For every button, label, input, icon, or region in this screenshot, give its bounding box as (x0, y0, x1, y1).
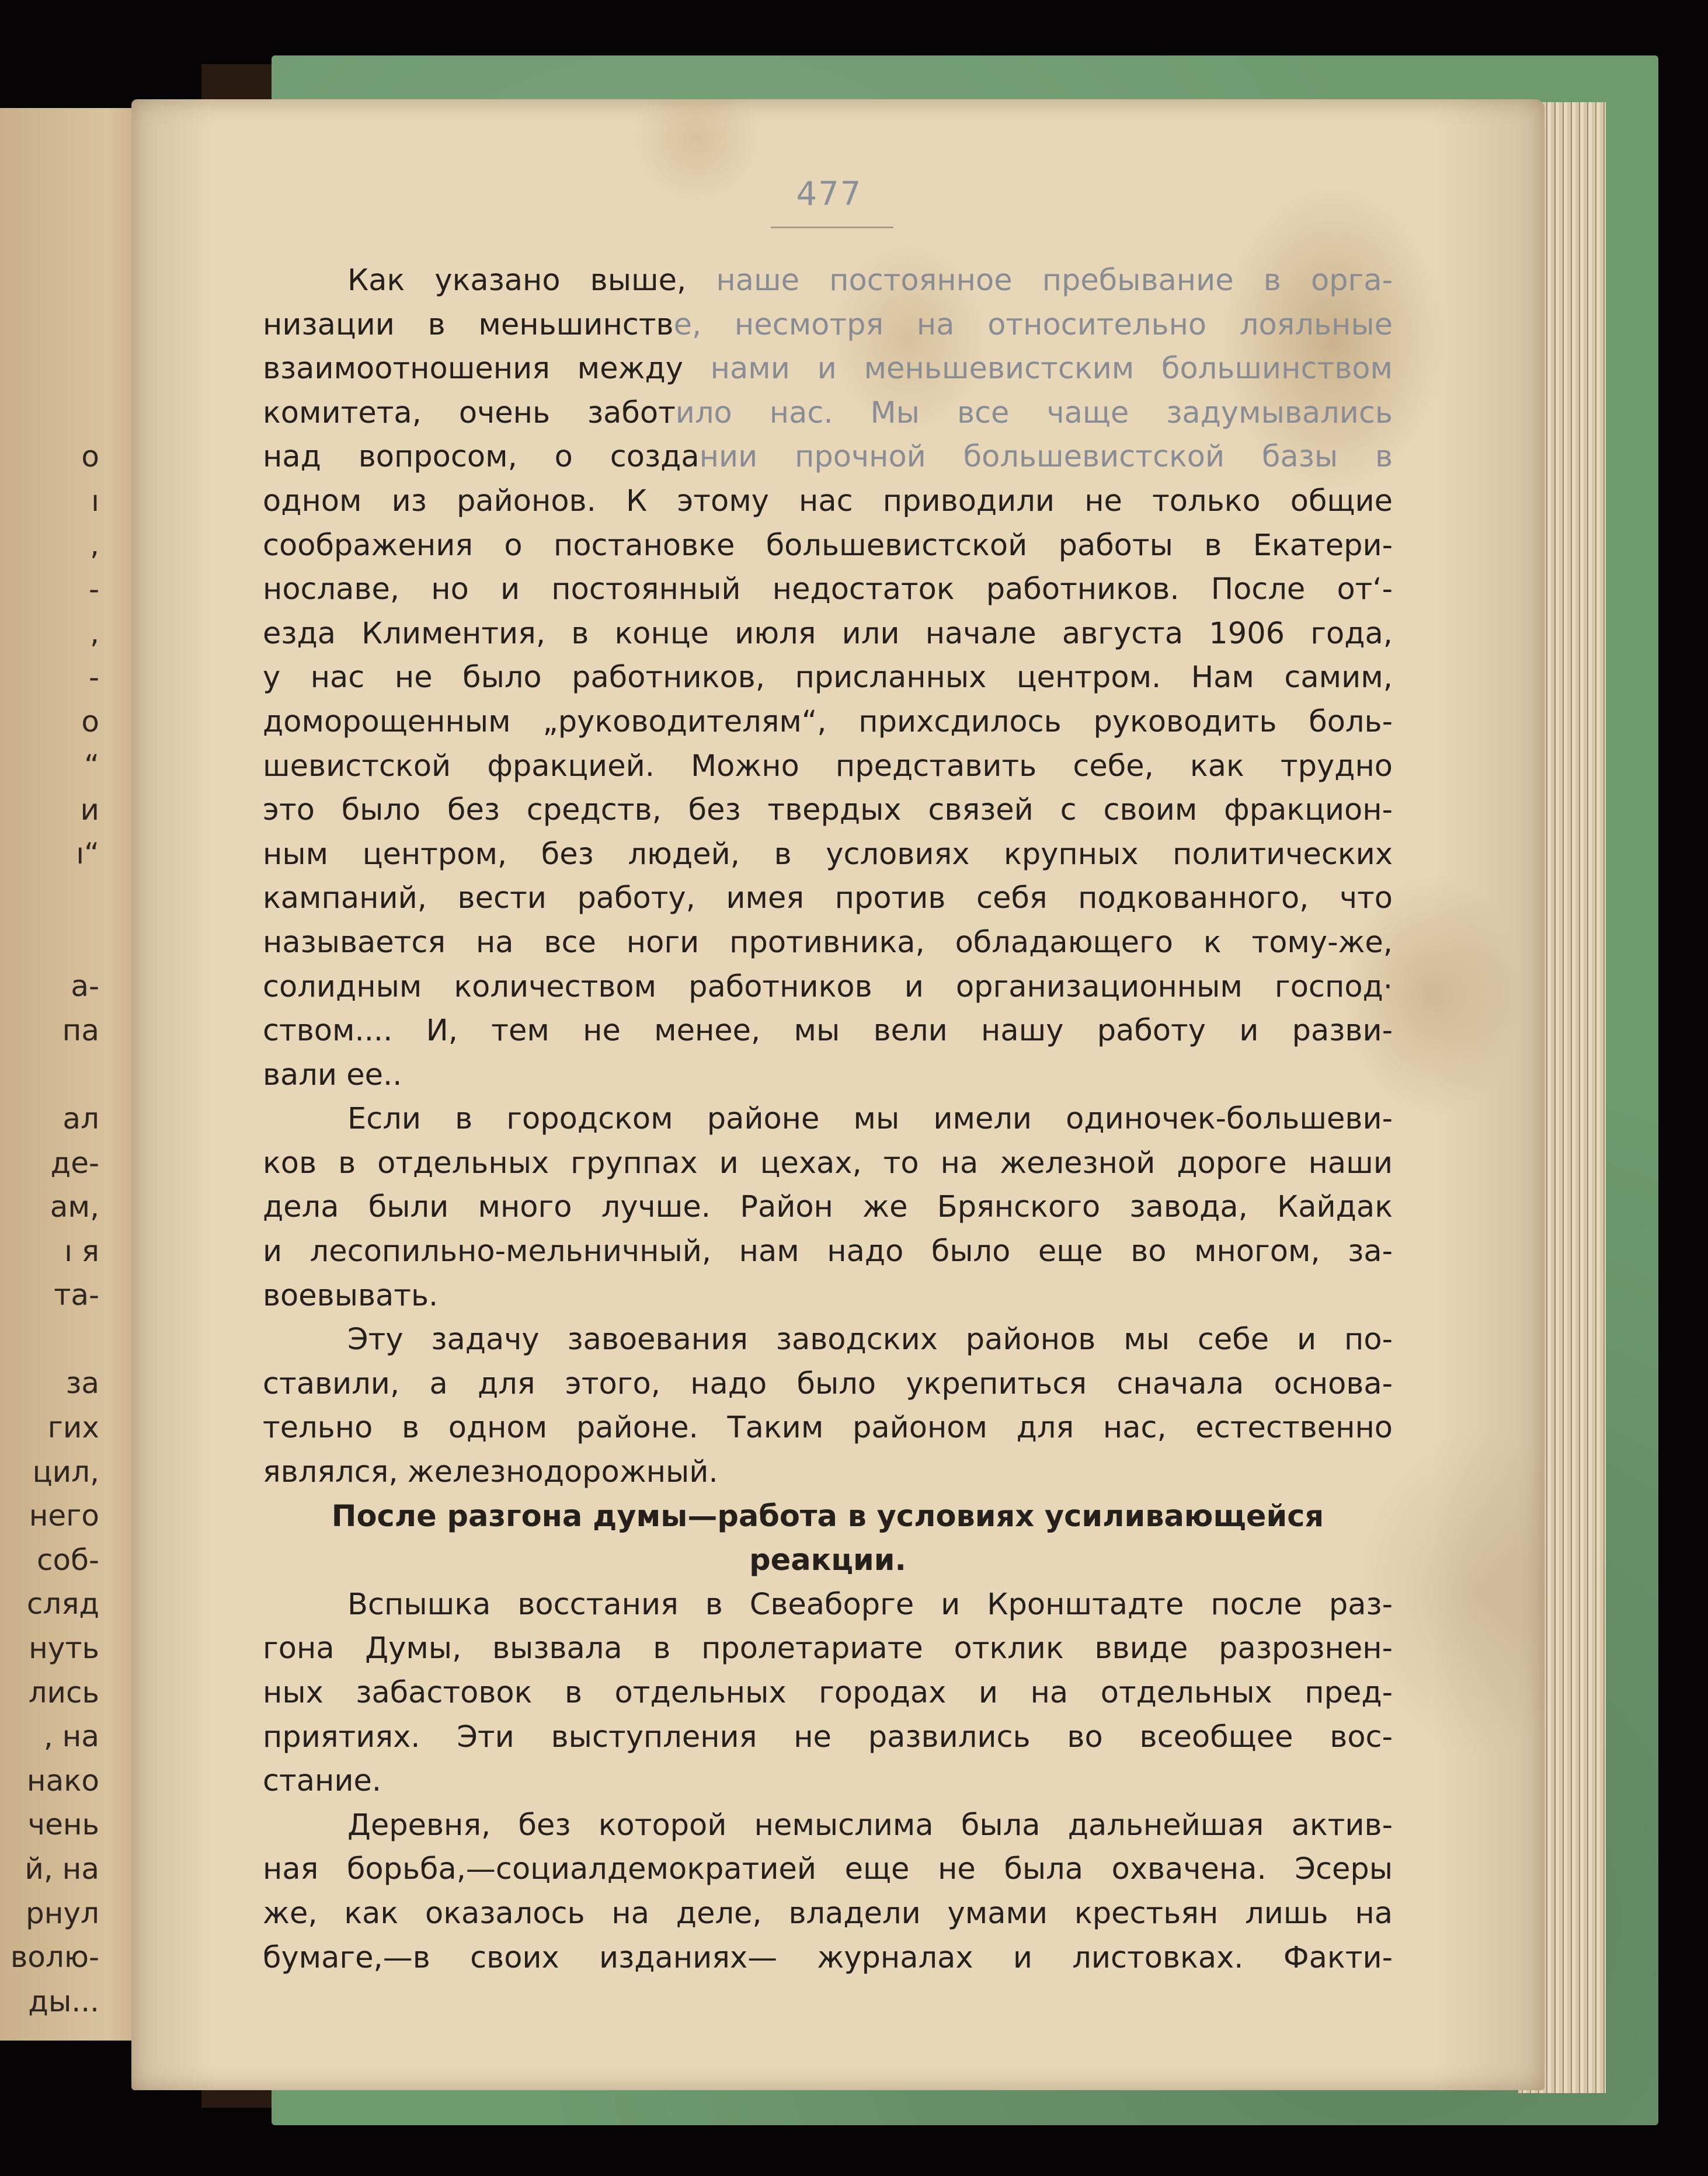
text-line: одном из районов. К этому нас приводили не только общие (263, 483, 1393, 518)
left-page-fragment: а- (71, 969, 99, 1004)
left-page-fragment: о (81, 440, 99, 474)
left-page-fragment: ал (62, 1101, 99, 1136)
left-page-fragment: , (90, 528, 99, 562)
left-page-fragment: де- (50, 1146, 99, 1180)
text-line: ная борьба,—социалдемократией еще не была охвачена. Эсеры (263, 1852, 1393, 1887)
left-page-fragment: гих (47, 1411, 99, 1445)
text-line: низации в меньшинстве, несмотря на относительно лояльные (263, 307, 1393, 342)
left-page-fragment: него (29, 1499, 99, 1533)
text-line: ным центром, без людей, в условиях крупных политических (263, 837, 1393, 872)
text-line: являлся, железнодорожный. (263, 1455, 718, 1490)
left-page-fragment: волю- (10, 1940, 99, 1975)
left-page-fragment: о (81, 704, 99, 739)
left-page-fragment: й, на (25, 1852, 99, 1886)
text-line: над вопросом, о создании прочной большевистской базы в (263, 440, 1393, 475)
text-line: взаимоотношения между нами и меньшевистским большинством (263, 351, 1393, 387)
text-line: дела были много лучше. Район же Брянского завода, Кайдак (263, 1190, 1393, 1225)
left-page-fragment: - (88, 572, 99, 606)
text-line: доморощенным „руководителям“, прихсдилось руководить боль- (263, 704, 1393, 739)
text-line: бумаге,—в своих изданиях— журналах и листовках. Факти- (263, 1940, 1393, 1975)
page-body (263, 259, 1393, 1980)
paragraph (263, 1097, 1393, 1318)
left-page-fragment: па (62, 1013, 99, 1047)
left-page-fragment: и (80, 792, 99, 827)
left-page-fragment: , (90, 616, 99, 650)
left-page-fragment: ı“ (76, 837, 99, 871)
text-line: Эту задачу завоевания заводских районов мы себе и по- (347, 1322, 1393, 1357)
left-page-fragment: ı я (64, 1234, 99, 1268)
text-line: ством.... И, тем не менее, мы вели нашу работу и разви- (263, 1014, 1393, 1049)
text-line: кампаний, вести работу, имея против себя подкованного, что (263, 881, 1393, 916)
text-line: воевывать. (263, 1278, 439, 1313)
paragraph (263, 1583, 1393, 1804)
left-page-fragment: нуть (29, 1631, 99, 1666)
text-line: у нас не было работников, присланных центром. Нам самим, (263, 660, 1393, 695)
left-page-fragment: соб- (37, 1543, 99, 1577)
section-heading-line-1: После разгона думы—работа в условиях усиливающейся (331, 1499, 1324, 1534)
left-page-fragment: нако (26, 1763, 99, 1798)
left-page-fragment: лись (28, 1675, 99, 1710)
left-page-fragment (0, 921, 99, 965)
text-line: соображения о постановке большевистской работы в Екатери- (263, 528, 1393, 563)
text-line: тельно в одном районе. Таким районом для нас, естественно (263, 1411, 1393, 1446)
left-page-text (0, 435, 99, 2024)
paragraph (263, 259, 1393, 1097)
text-line: ставили, а для этого, надо было укрепиться сначала основа- (263, 1366, 1393, 1401)
left-page-fragment: ı (91, 483, 99, 518)
text-line: это было без средств, без твердых связей с своим фракцион- (263, 793, 1393, 828)
left-page-fragment: - (88, 660, 99, 694)
text-line: же, как оказалось на деле, владели умами крестьян лишь на (263, 1896, 1393, 1931)
left-page-fragment: за (65, 1366, 99, 1401)
left-page-fragment: ды... (28, 1984, 99, 2018)
text-line: Деревня, без которой немыслима была дальнейшая актив- (347, 1808, 1393, 1843)
text-line: стание. (263, 1764, 382, 1799)
left-page-fragment: ам, (50, 1190, 99, 1224)
text-line: и лесопильно-мельничный, нам надо было еще во многом, за- (263, 1234, 1393, 1269)
text-line: называется на все ноги противника, обладающего к тому-же, (263, 925, 1393, 960)
text-line: шевистской фракцией. Можно представить себе, как трудно (263, 748, 1393, 784)
text-line: Если в городском районе мы имели одиночек-большеви- (347, 1102, 1393, 1137)
left-page-fragment: рнул (26, 1896, 99, 1930)
text-line: приятиях. Эти выступления не развились во всеобщее вос- (263, 1719, 1393, 1754)
text-line: Вспышка восстания в Свеаборге и Кронштадте после раз- (347, 1587, 1393, 1622)
section-heading-line-2: реакции. (749, 1543, 906, 1578)
text-line: гона Думы, вызвала в пролетариате отклик ввиде разрознен- (263, 1631, 1393, 1666)
left-page-fragment: чень (27, 1808, 99, 1842)
text-line: ков в отдельных группах и цехах, то на железной дороге наши (263, 1146, 1393, 1181)
paragraph (263, 1804, 1393, 1980)
paragraph (263, 1318, 1393, 1494)
left-page-fragment: та- (54, 1278, 99, 1312)
left-page-fragment (0, 1053, 99, 1097)
text-line: комитета, очень заботило нас. Мы все чаще задумывались (263, 395, 1393, 430)
left-page-fragment (0, 876, 99, 921)
text-line: нославе, но и постоянный недостаток работников. После от‘- (263, 572, 1393, 607)
left-page-fragment: “ (84, 748, 99, 783)
page-number-rule (771, 227, 893, 228)
left-page-fragment: цил, (32, 1454, 99, 1489)
text-line: Как указано выше, наше постоянное пребывание в орга- (347, 263, 1393, 298)
text-line: солидным количеством работников и организационным господ· (263, 969, 1393, 1004)
page-number: 477 (796, 175, 862, 213)
text-line: езда Климентия, в конце июля или начале августа 1906 года, (263, 616, 1393, 651)
text-line: вали ее.. (263, 1057, 402, 1092)
left-page-fragment: , на (43, 1719, 99, 1754)
left-page-fragment (0, 1318, 99, 1362)
text-line: ных забастовок в отдельных городах и на отдельных пред- (263, 1676, 1393, 1710)
left-page-fragment: сляд (26, 1587, 99, 1621)
